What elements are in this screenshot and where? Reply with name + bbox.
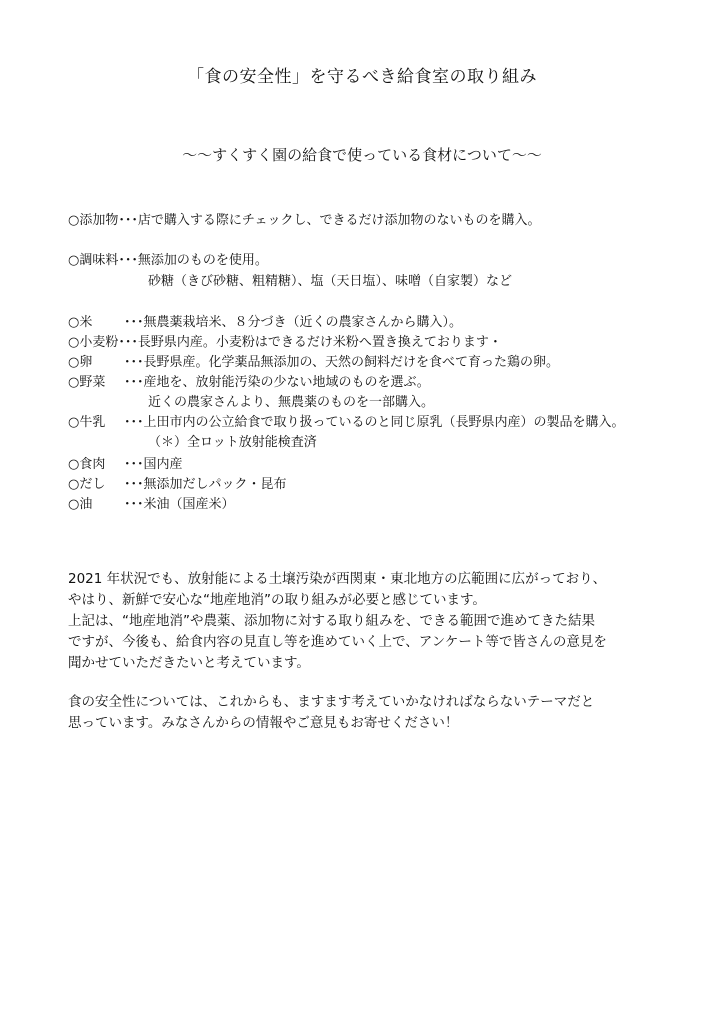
ingredient-eggs [68,354,559,372]
ingredient-label: ○野菜 [68,375,106,390]
ingredient-label: ○牛乳 [68,415,106,430]
ingredient-vegetables [68,374,430,392]
ingredient-text: 店で購入する際にチェックし、できるだけ添加物のないものを購入。 [137,213,541,228]
separator: ･･･ [124,415,144,430]
separator: ･･･ [118,213,138,228]
ingredient-dashi [68,476,287,494]
ingredient-label: ○米 [68,315,93,330]
paragraph-line: 食の安全性については、これからも、ますます考えていかなければならないテーマだと [68,694,595,710]
ingredient-text: 産地を、放射能汚染の少ない地域のものを選ぶ。 [143,375,430,390]
separator: ･･･ [124,375,144,390]
paragraph-line: 思っています。みなさんからの情報やご意見もお寄せください！ [68,715,459,731]
paragraph-line: ですが、今後も、給食内容の見直し等を進めていく上で、アンケート等で皆さんの意見を [68,634,607,650]
paragraph-line: 上記は、“地産地消”や農薬、添加物に対する取り組みを、できる範囲で進めてきた結果 [68,613,595,629]
ingredient-text: 上田市内の公立給食で取り扱っているのと同じ原乳（長野県内産）の製品を購入。 [143,415,625,430]
page-subtitle: ～～すくすく園の給食で使っている食材について～～ [182,146,542,164]
separator: ･･･ [124,457,144,472]
ingredient-text: 無添加だしパック・昆布 [143,477,287,492]
ingredient-label: ○小麦粉 [68,335,119,350]
ingredient-text: 無農薬栽培米、８分づき（近くの農家さんから購入）。 [143,315,463,330]
separator: ･･･ [118,335,138,350]
ingredient-milk [68,414,625,432]
ingredient-text: 国内産 [143,457,183,472]
separator: ･･･ [124,477,144,492]
ingredient-oil [68,496,235,514]
ingredient-text: 米油（国産米） [143,497,235,512]
ingredient-detail: （＊）全ロット放射能検査済 [148,435,317,450]
ingredient-text: 無添加のものを使用。 [137,253,268,268]
page-title: 「食の安全性」を守るべき給食室の取り組み [187,67,537,87]
ingredient-label: ○油 [68,497,93,512]
ingredient-meat [68,456,183,474]
separator: ･･･ [118,253,138,268]
ingredient-detail: 近くの農家さんより、無農薬のものを一部購入。 [148,395,435,410]
ingredient-rice [68,314,462,332]
ingredient-seasonings [68,252,268,270]
separator: ･･･ [124,355,144,370]
ingredient-label: ○卵 [68,355,93,370]
ingredient-text: 長野県内産。小麦粉はできるだけ米粉へ置き換えております・ [137,335,502,350]
ingredient-text: 長野県産。化学薬品無添加の、天然の飼料だけを食べて育った鶏の卵。 [143,355,559,370]
ingredient-additives [68,212,540,230]
paragraph-line: やはり、新鮮で安心な“地産地消”の取り組みが必要と感じています。 [68,592,486,608]
ingredient-label: ○添加物 [68,213,119,228]
paragraph-line: 聞かせていただきたいと考えています。 [68,655,310,671]
paragraph-line: 2021 年状況でも、放射能による土壌汚染が西関東・東北地方の広範囲に広がっており、 [68,571,607,587]
separator: ･･･ [124,315,144,330]
ingredient-flour [68,334,502,352]
ingredient-label: ○だし [68,477,106,492]
ingredient-label: ○調味料 [68,253,119,268]
ingredient-detail: 砂糖（きび砂糖、粗精糖）、塩（天日塩）、味噌（自家製）など [148,274,513,289]
separator: ･･･ [124,497,144,512]
ingredient-label: ○食肉 [68,457,106,472]
